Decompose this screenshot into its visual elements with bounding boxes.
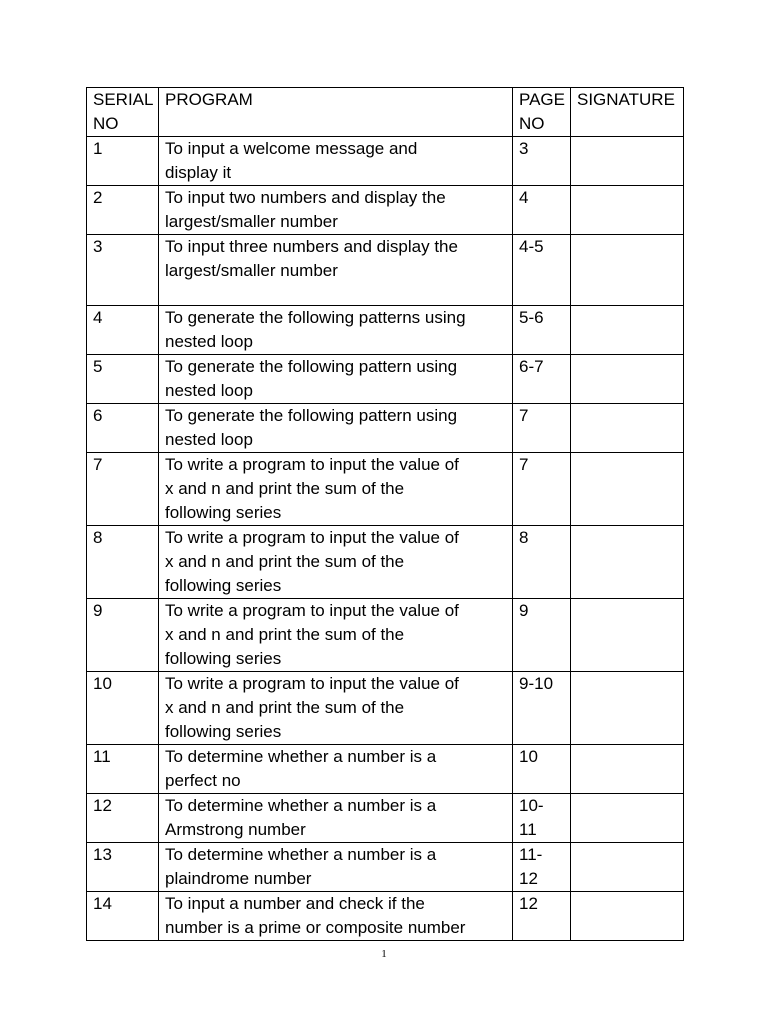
page-cell: 5-6 xyxy=(513,306,571,355)
table-row xyxy=(87,745,684,794)
table-row xyxy=(87,843,684,892)
serial-cell: 4 xyxy=(87,306,159,355)
page-cell: 10- 11 xyxy=(513,794,571,843)
signature-cell xyxy=(571,843,684,892)
table-row xyxy=(87,355,684,404)
program-cell: To generate the following patterns using nested loop xyxy=(159,306,513,355)
table-row xyxy=(87,794,684,843)
serial-cell: 5 xyxy=(87,355,159,404)
program-cell: To determine whether a number is a perfect no xyxy=(159,745,513,794)
page-cell: 4-5 xyxy=(513,235,571,306)
program-cell: To write a program to input the value of x and n and print the sum of the following series xyxy=(159,526,513,599)
table-row xyxy=(87,137,684,186)
serial-cell: 7 xyxy=(87,453,159,526)
serial-cell: 11 xyxy=(87,745,159,794)
program-index-table xyxy=(86,87,684,941)
signature-cell xyxy=(571,794,684,843)
serial-cell: 2 xyxy=(87,186,159,235)
signature-cell xyxy=(571,306,684,355)
table-row xyxy=(87,235,684,306)
signature-cell xyxy=(571,599,684,672)
program-cell: To input a welcome message and display it xyxy=(159,137,513,186)
table-row xyxy=(87,526,684,599)
serial-cell: 10 xyxy=(87,672,159,745)
signature-cell xyxy=(571,186,684,235)
header-serial-no: SERIAL NO xyxy=(87,88,159,137)
signature-cell xyxy=(571,672,684,745)
page-cell: 9 xyxy=(513,599,571,672)
signature-cell xyxy=(571,235,684,306)
program-cell: To write a program to input the value of x and n and print the sum of the following series xyxy=(159,672,513,745)
page-cell: 12 xyxy=(513,892,571,941)
signature-cell xyxy=(571,355,684,404)
header-page-no: PAGE NO xyxy=(513,88,571,137)
serial-cell: 13 xyxy=(87,843,159,892)
table-row xyxy=(87,672,684,745)
table-row xyxy=(87,599,684,672)
serial-cell: 8 xyxy=(87,526,159,599)
table-row xyxy=(87,892,684,941)
page-cell: 6-7 xyxy=(513,355,571,404)
serial-cell: 14 xyxy=(87,892,159,941)
program-cell: To determine whether a number is a plaindrome number xyxy=(159,843,513,892)
signature-cell xyxy=(571,526,684,599)
program-cell: To input a number and check if the number is a prime or composite number xyxy=(159,892,513,941)
program-cell: To write a program to input the value of x and n and print the sum of the following series xyxy=(159,599,513,672)
header-row xyxy=(87,88,684,137)
serial-cell: 6 xyxy=(87,404,159,453)
page-cell: 9-10 xyxy=(513,672,571,745)
signature-cell xyxy=(571,892,684,941)
header-signature: SIGNATURE xyxy=(571,88,684,137)
page-cell: 7 xyxy=(513,453,571,526)
program-cell: To determine whether a number is a Armstrong number xyxy=(159,794,513,843)
page-cell: 3 xyxy=(513,137,571,186)
serial-cell: 1 xyxy=(87,137,159,186)
page-cell: 4 xyxy=(513,186,571,235)
program-cell: To write a program to input the value of x and n and print the sum of the following series xyxy=(159,453,513,526)
signature-cell xyxy=(571,137,684,186)
program-cell: To generate the following pattern using nested loop xyxy=(159,404,513,453)
page-cell: 11- 12 xyxy=(513,843,571,892)
page-cell: 10 xyxy=(513,745,571,794)
signature-cell xyxy=(571,404,684,453)
serial-cell: 3 xyxy=(87,235,159,306)
table-row xyxy=(87,453,684,526)
table-row xyxy=(87,306,684,355)
signature-cell xyxy=(571,453,684,526)
page-cell: 8 xyxy=(513,526,571,599)
page-number: 1 xyxy=(381,948,387,960)
table-row xyxy=(87,404,684,453)
header-program: PROGRAM xyxy=(159,88,513,137)
table-row xyxy=(87,186,684,235)
page-cell: 7 xyxy=(513,404,571,453)
program-cell: To input three numbers and display the largest/smaller number xyxy=(159,235,513,306)
program-cell: To input two numbers and display the largest/smaller number xyxy=(159,186,513,235)
program-cell: To generate the following pattern using nested loop xyxy=(159,355,513,404)
serial-cell: 12 xyxy=(87,794,159,843)
signature-cell xyxy=(571,745,684,794)
serial-cell: 9 xyxy=(87,599,159,672)
